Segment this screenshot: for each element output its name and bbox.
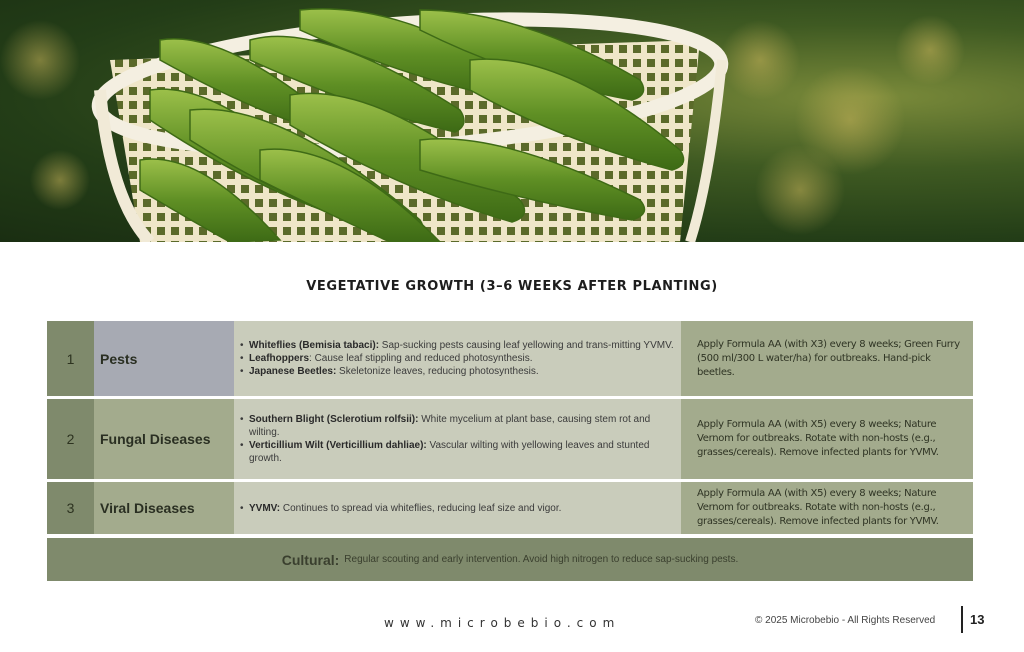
table-row <box>47 399 973 479</box>
list-item <box>240 339 675 352</box>
row-number: 2 <box>47 399 94 479</box>
footer-divider <box>961 606 963 633</box>
row-treatment: Apply Formula AA (with X5) every 8 weeks; Nature Vernom for outbreaks. Rotate with non-hosts (e.g., grasses/cereals). Remove infected plants for YVMV. <box>681 399 973 479</box>
list-item <box>240 352 675 365</box>
section-title: VEGETATIVE GROWTH (3–6 WEEKS AFTER PLANTING) <box>306 279 718 294</box>
copyright-text: © 2025 Microbebio - All Rights Reserved <box>755 615 936 626</box>
table-row <box>47 482 973 534</box>
row-description <box>234 321 681 396</box>
item-name: Japanese Beetles: <box>249 366 337 377</box>
cultural-text: Regular scouting and early intervention. Avoid high nitrogen to reduce sap-sucking pests. <box>344 554 739 565</box>
item-name: Verticillium Wilt (Verticillium dahliae): <box>249 440 427 451</box>
row-description <box>234 482 681 534</box>
row-description <box>234 399 681 479</box>
list-item <box>240 413 675 439</box>
item-name: Whiteflies (Bemisia tabaci): <box>249 340 380 351</box>
item-text: : Cause leaf stippling and reduced photosynthesis. <box>309 353 533 364</box>
okra-basket-illustration <box>0 0 1024 242</box>
list-item <box>240 439 675 465</box>
row-number: 3 <box>47 482 94 534</box>
item-text: Vascular wilting with yellowing leaves and stunted growth. <box>249 440 650 464</box>
row-category: Pests <box>94 321 234 396</box>
cultural-label: Cultural: <box>281 551 340 568</box>
cultural-note <box>47 538 973 581</box>
row-category: Viral Diseases <box>94 482 234 534</box>
row-treatment: Apply Formula AA (with X3) every 8 weeks; Green Furry (500 ml/300 L water/ha) for outbreaks. Hand-pick beetles. <box>681 321 973 396</box>
page-number: 13 <box>970 612 985 627</box>
row-treatment: Apply Formula AA (with X5) every 8 weeks; Nature Vernom for outbreaks. Rotate with non-hosts (e.g., grasses/cereals). Remove infected plants for YVMV. <box>681 482 973 534</box>
item-name: Leafhoppers <box>249 353 310 364</box>
item-text: White mycelium at plant base, causing stem rot and wilting. <box>249 414 651 438</box>
hero-photo-okra-basket <box>0 0 1024 242</box>
list-item <box>240 502 675 515</box>
item-text: Continues to spread via whiteflies, reducing leaf size and vigor. <box>280 502 562 514</box>
item-text: Sap-sucking pests causing leaf yellowing and trans-mitting YVMV. <box>379 340 674 351</box>
item-name: YVMV: <box>249 502 281 514</box>
website-link[interactable]: www.microbebio.com <box>384 616 621 630</box>
table-row <box>47 321 973 396</box>
list-item <box>240 365 675 378</box>
item-name: Southern Blight (Sclerotium rolfsii): <box>249 414 419 425</box>
row-category: Fungal Diseases <box>94 399 234 479</box>
row-number: 1 <box>47 321 94 396</box>
item-text: Skeletonize leaves, reducing photosynthesis. <box>336 366 539 377</box>
